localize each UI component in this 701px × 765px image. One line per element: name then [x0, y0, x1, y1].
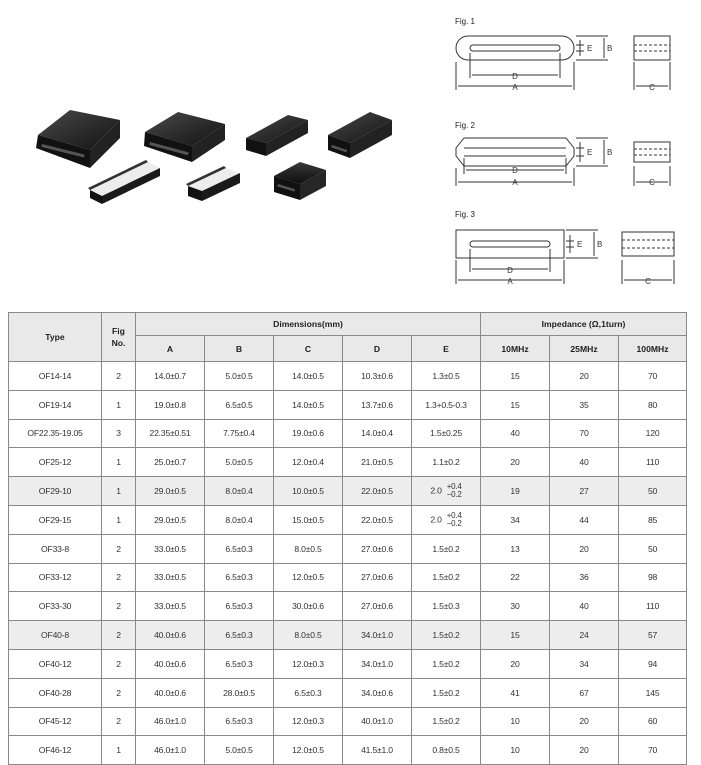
- cell-c: 14.0±0.5: [274, 390, 343, 419]
- cell-a: 25.0±0.7: [136, 448, 205, 477]
- cell-f25: 40: [550, 592, 619, 621]
- cell-fig: 1: [102, 505, 136, 534]
- cell-f25: 70: [550, 419, 619, 448]
- ferrite-core: [144, 112, 225, 162]
- cell-a: 33.0±0.5: [136, 534, 205, 563]
- cell-e: [412, 477, 481, 506]
- cell-fig: 2: [102, 563, 136, 592]
- cell-f10: 41: [481, 678, 550, 707]
- cell-e: 1.3+0.5-0.3: [412, 390, 481, 419]
- cell-fig: 2: [102, 707, 136, 736]
- dim-letter: A: [512, 83, 518, 92]
- cell-fig: 1: [102, 448, 136, 477]
- cell-a: 40.0±0.6: [136, 678, 205, 707]
- cell-a: 22.35±0.51: [136, 419, 205, 448]
- cell-f10: 15: [481, 390, 550, 419]
- cell-b: 8.0±0.4: [205, 505, 274, 534]
- cell-type: OF29-10: [9, 477, 102, 506]
- cell-b: 6.5±0.3: [205, 534, 274, 563]
- cell-e: 1.1±0.2: [412, 448, 481, 477]
- dim-letter: C: [645, 277, 651, 286]
- dim-letter: D: [512, 166, 518, 175]
- cell-b: 5.0±0.5: [205, 448, 274, 477]
- cell-f10: 20: [481, 448, 550, 477]
- table-row: [9, 448, 687, 477]
- cell-e: 1.5±0.2: [412, 649, 481, 678]
- cell-type: OF33-8: [9, 534, 102, 563]
- cell-f25: 67: [550, 678, 619, 707]
- cell-f10: 22: [481, 563, 550, 592]
- cell-d: 21.0±0.5: [343, 448, 412, 477]
- header-col: A: [136, 336, 205, 362]
- cell-f100: 70: [619, 362, 687, 391]
- table-row: [9, 649, 687, 678]
- dim-letter: D: [507, 266, 513, 275]
- fig3-drawing: [450, 222, 700, 290]
- cell-type: OF40-12: [9, 649, 102, 678]
- dim-letter: E: [587, 148, 593, 157]
- header-col: B: [205, 336, 274, 362]
- tolerance-upper: +0.4: [446, 482, 462, 492]
- table-row: [9, 736, 687, 765]
- header-col: 25MHz: [550, 336, 619, 362]
- cell-f25: 36: [550, 563, 619, 592]
- fig2-drawing: [450, 132, 700, 192]
- table-row: [9, 505, 687, 534]
- cell-fig: 1: [102, 390, 136, 419]
- table-row: [9, 707, 687, 736]
- spec-table: [8, 312, 687, 765]
- ferrite-core: [186, 166, 240, 201]
- table-row: [9, 678, 687, 707]
- cell-type: OF22.35-19.05: [9, 419, 102, 448]
- cell-b: 8.0±0.4: [205, 477, 274, 506]
- cell-fig: 1: [102, 477, 136, 506]
- cell-d: 27.0±0.6: [343, 592, 412, 621]
- cell-c: 12.0±0.5: [274, 563, 343, 592]
- cell-type: OF19-14: [9, 390, 102, 419]
- cell-a: 29.0±0.5: [136, 477, 205, 506]
- header-impedance: Impedance (Ω,1turn): [481, 313, 687, 336]
- cell-d: 14.0±0.4: [343, 419, 412, 448]
- cell-type: OF40-8: [9, 621, 102, 650]
- cell-f10: 20: [481, 649, 550, 678]
- dim-letter: B: [597, 240, 603, 249]
- table-row: [9, 592, 687, 621]
- cell-e-value: 2.0: [430, 514, 442, 525]
- cell-c: 14.0±0.5: [274, 362, 343, 391]
- cell-f100: 145: [619, 678, 687, 707]
- cell-fig: 2: [102, 534, 136, 563]
- cell-d: 22.0±0.5: [343, 505, 412, 534]
- spec-table-body: [9, 362, 687, 765]
- cell-e: [412, 505, 481, 534]
- cell-d: 13.7±0.6: [343, 390, 412, 419]
- fig3-label: Fig. 3: [455, 210, 476, 219]
- cell-a: 33.0±0.5: [136, 592, 205, 621]
- header-type: Type: [9, 313, 102, 362]
- cell-a: 40.0±0.6: [136, 649, 205, 678]
- dim-letter: C: [649, 83, 655, 92]
- tolerance-upper: +0.4: [446, 510, 462, 520]
- cell-f25: 24: [550, 621, 619, 650]
- dim-letter: A: [512, 178, 518, 187]
- cell-type: OF40-28: [9, 678, 102, 707]
- cell-f25: 20: [550, 362, 619, 391]
- dim-letter: B: [607, 44, 613, 53]
- dim-letter: B: [607, 148, 613, 157]
- cell-b: 7.75±0.4: [205, 419, 274, 448]
- cell-fig: 2: [102, 362, 136, 391]
- table-row: [9, 419, 687, 448]
- cell-f10: 13: [481, 534, 550, 563]
- cell-d: 34.0±1.0: [343, 649, 412, 678]
- cell-d: 34.0±1.0: [343, 621, 412, 650]
- cell-f100: 110: [619, 592, 687, 621]
- cell-e: 1.5±0.25: [412, 419, 481, 448]
- dim-letter: E: [587, 44, 593, 53]
- cell-c: 19.0±0.6: [274, 419, 343, 448]
- fig1-label: Fig. 1: [455, 17, 476, 26]
- cell-b: 6.5±0.3: [205, 563, 274, 592]
- cell-fig: 2: [102, 649, 136, 678]
- cell-f100: 60: [619, 707, 687, 736]
- cell-e: 0.8±0.5: [412, 736, 481, 765]
- cell-fig: 1: [102, 736, 136, 765]
- cell-e: 1.5±0.2: [412, 563, 481, 592]
- cell-f100: 80: [619, 390, 687, 419]
- cell-b: 6.5±0.3: [205, 707, 274, 736]
- tolerance: [447, 512, 462, 528]
- cell-c: 12.0±0.5: [274, 736, 343, 765]
- cell-f10: 19: [481, 477, 550, 506]
- cell-a: 29.0±0.5: [136, 505, 205, 534]
- cell-a: 40.0±0.6: [136, 621, 205, 650]
- table-row: [9, 390, 687, 419]
- cell-b: 28.0±0.5: [205, 678, 274, 707]
- cell-f25: 40: [550, 448, 619, 477]
- cell-f100: 70: [619, 736, 687, 765]
- cell-a: 46.0±1.0: [136, 707, 205, 736]
- cell-c: 6.5±0.3: [274, 678, 343, 707]
- ferrite-core: [274, 162, 326, 200]
- cell-f25: 34: [550, 649, 619, 678]
- cell-type: OF33-30: [9, 592, 102, 621]
- cell-f100: 85: [619, 505, 687, 534]
- cell-c: 8.0±0.5: [274, 534, 343, 563]
- ferrite-core: [36, 110, 120, 168]
- ferrite-core: [88, 160, 160, 204]
- header-fig: Fig No.: [102, 313, 136, 362]
- cell-c: 30.0±0.6: [274, 592, 343, 621]
- header-dimensions: Dimensions(mm): [136, 313, 481, 336]
- cell-f10: 34: [481, 505, 550, 534]
- cell-type: OF29-15: [9, 505, 102, 534]
- cell-f100: 57: [619, 621, 687, 650]
- fig2-label: Fig. 2: [455, 121, 476, 130]
- cell-f100: 94: [619, 649, 687, 678]
- header-col: 10MHz: [481, 336, 550, 362]
- cell-f10: 15: [481, 362, 550, 391]
- cell-f10: 10: [481, 736, 550, 765]
- cell-a: 14.0±0.7: [136, 362, 205, 391]
- ferrite-core: [246, 115, 308, 156]
- cell-f10: 30: [481, 592, 550, 621]
- cell-type: OF25-12: [9, 448, 102, 477]
- product-photo: [20, 80, 420, 230]
- cell-d: 27.0±0.6: [343, 534, 412, 563]
- cell-b: 6.5±0.3: [205, 621, 274, 650]
- cell-c: 15.0±0.5: [274, 505, 343, 534]
- cell-f100: 110: [619, 448, 687, 477]
- cell-e-value: 2.0: [430, 485, 442, 496]
- cell-a: 19.0±0.8: [136, 390, 205, 419]
- header-col: E: [412, 336, 481, 362]
- cell-b: 5.0±0.5: [205, 736, 274, 765]
- cell-d: 40.0±1.0: [343, 707, 412, 736]
- cell-b: 6.5±0.3: [205, 592, 274, 621]
- cell-c: 12.0±0.3: [274, 707, 343, 736]
- tolerance: [447, 483, 462, 499]
- cell-b: 5.0±0.5: [205, 362, 274, 391]
- cell-fig: 2: [102, 592, 136, 621]
- cell-c: 12.0±0.4: [274, 448, 343, 477]
- table-row: [9, 362, 687, 391]
- cell-f100: 50: [619, 534, 687, 563]
- cell-e: 1.5±0.2: [412, 534, 481, 563]
- cell-d: 10.3±0.6: [343, 362, 412, 391]
- table-row: [9, 563, 687, 592]
- cell-d: 34.0±0.6: [343, 678, 412, 707]
- table-row: [9, 621, 687, 650]
- cell-fig: 3: [102, 419, 136, 448]
- cell-c: 12.0±0.3: [274, 649, 343, 678]
- cell-e: 1.3±0.5: [412, 362, 481, 391]
- cell-f10: 10: [481, 707, 550, 736]
- cell-type: OF46-12: [9, 736, 102, 765]
- cell-a: 33.0±0.5: [136, 563, 205, 592]
- fig1-drawing: [450, 28, 700, 98]
- cell-f100: 120: [619, 419, 687, 448]
- tolerance-lower: −0.2: [446, 518, 462, 528]
- cell-f100: 98: [619, 563, 687, 592]
- cell-b: 6.5±0.3: [205, 649, 274, 678]
- dim-letter: A: [507, 277, 513, 286]
- cell-f25: 20: [550, 707, 619, 736]
- table-row: [9, 534, 687, 563]
- dim-letter: D: [512, 72, 518, 81]
- cell-type: OF14-14: [9, 362, 102, 391]
- cell-a: 46.0±1.0: [136, 736, 205, 765]
- cell-type: OF45-12: [9, 707, 102, 736]
- cell-fig: 2: [102, 621, 136, 650]
- cell-c: 10.0±0.5: [274, 477, 343, 506]
- dim-letter: E: [577, 240, 583, 249]
- cell-f100: 50: [619, 477, 687, 506]
- cell-b: 6.5±0.5: [205, 390, 274, 419]
- cell-type: OF33-12: [9, 563, 102, 592]
- header-col: 100MHz: [619, 336, 687, 362]
- dim-letter: C: [649, 178, 655, 187]
- cell-e: 1.5±0.2: [412, 621, 481, 650]
- header-col: D: [343, 336, 412, 362]
- tolerance-lower: −0.2: [446, 490, 462, 500]
- cell-f25: 20: [550, 736, 619, 765]
- cell-d: 41.5±1.0: [343, 736, 412, 765]
- cell-d: 22.0±0.5: [343, 477, 412, 506]
- cell-f10: 40: [481, 419, 550, 448]
- cell-d: 27.0±0.6: [343, 563, 412, 592]
- cell-f25: 20: [550, 534, 619, 563]
- ferrite-core: [328, 112, 392, 158]
- cell-f25: 44: [550, 505, 619, 534]
- cell-e: 1.5±0.2: [412, 707, 481, 736]
- header-col: C: [274, 336, 343, 362]
- cell-f25: 27: [550, 477, 619, 506]
- cell-c: 8.0±0.5: [274, 621, 343, 650]
- cell-e: 1.5±0.2: [412, 678, 481, 707]
- cell-f25: 35: [550, 390, 619, 419]
- cell-fig: 2: [102, 678, 136, 707]
- table-row: [9, 477, 687, 506]
- cell-f10: 15: [481, 621, 550, 650]
- cell-e: 1.5±0.3: [412, 592, 481, 621]
